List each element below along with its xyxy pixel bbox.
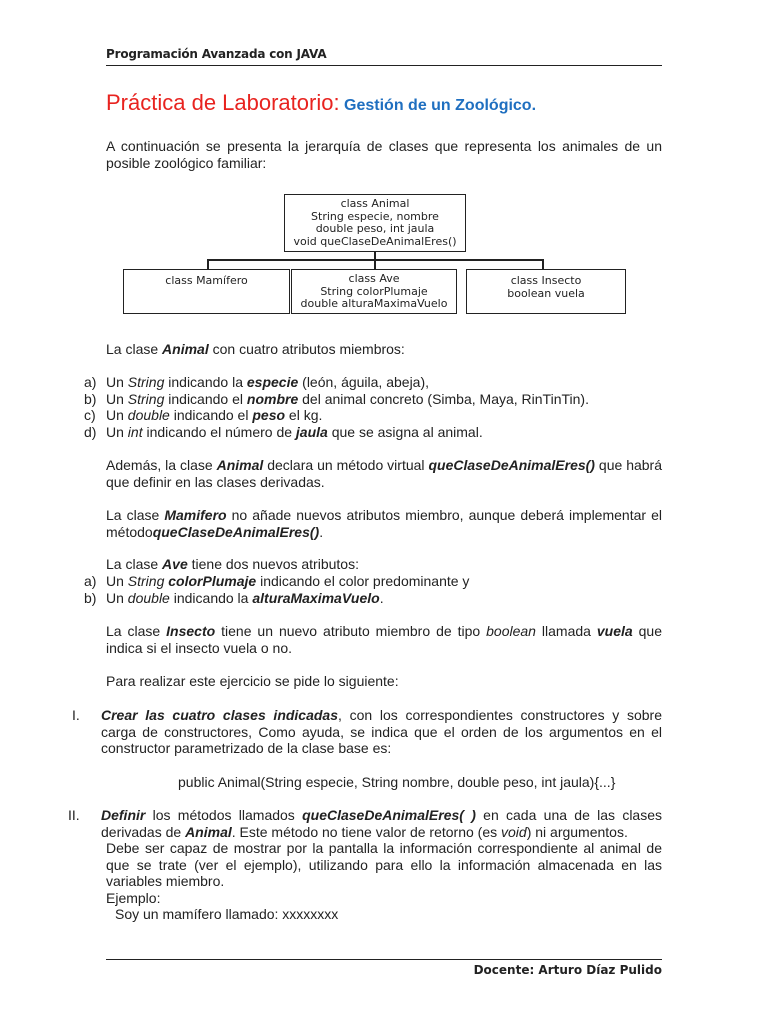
- list-item: [84, 374, 429, 391]
- class-mamifero-box: [123, 269, 290, 314]
- keyword: Ave: [162, 556, 188, 572]
- method-name: queClaseDeAnimalEres(): [428, 457, 595, 473]
- text: declara un método virtual: [263, 457, 429, 473]
- example-label: Ejemplo:: [106, 889, 161, 906]
- text: Un: [106, 423, 128, 440]
- keyword: Mamifero: [164, 507, 227, 523]
- text: tiene dos nuevos atributos:: [187, 556, 359, 572]
- list-marker: b): [84, 589, 97, 606]
- intro-paragraph: A continuación se presenta la jerarquía de clases que representa los animales de un posible zoológico familiar:: [106, 138, 662, 171]
- footer-author: Docente: Arturo Díaz Pulido: [473, 963, 662, 977]
- class-animal-method: void queClaseDeAnimalEres(): [293, 234, 457, 248]
- class-animal-attr: double peso, int jaula: [315, 222, 435, 235]
- type-name: void: [501, 823, 527, 840]
- text: indicando el color predominante y: [256, 573, 470, 589]
- list-marker: a): [84, 573, 97, 589]
- text: ) ni argumentos.: [526, 823, 628, 840]
- text: La clase: [106, 556, 163, 572]
- task2-numeral: II.: [68, 807, 80, 823]
- class-animal-box: [284, 194, 466, 252]
- text: La clase: [106, 623, 167, 639]
- keyword: Crear las cuatro clases indicadas: [101, 707, 339, 723]
- task-intro: Para realizar este ejercicio se pide lo siguiente:: [106, 673, 399, 689]
- text: Un: [106, 407, 128, 423]
- footer-rule: [106, 959, 662, 960]
- list-marker: d): [84, 423, 97, 440]
- insecto-paragraph: [106, 623, 662, 656]
- text: no añade nuevos atributos miembro, aunque deberá implementar el método: [106, 507, 662, 540]
- text: indicando el número de: [142, 423, 296, 440]
- text: Un: [106, 374, 128, 390]
- list-marker: b): [84, 390, 97, 407]
- title-sub: Gestión de un Zoológico.: [344, 97, 537, 114]
- type-name: int: [127, 423, 143, 440]
- text: en cada una de las clases derivadas de: [101, 807, 663, 840]
- class-insecto-box: [466, 269, 626, 314]
- type-name: String: [127, 390, 165, 407]
- method-name: queClaseDeAnimalEres(): [152, 523, 320, 540]
- class-mamifero-name: class Mamífero: [165, 274, 248, 287]
- keyword: nombre: [246, 390, 299, 407]
- example-output: Soy un mamífero llamado: xxxxxxxx: [115, 906, 339, 922]
- type-name: double: [127, 589, 170, 606]
- class-ave-box: [291, 269, 457, 314]
- text: Un: [106, 390, 128, 407]
- task1-numeral: I.: [72, 707, 80, 723]
- list-item: [84, 407, 322, 424]
- list-marker: c): [84, 407, 96, 423]
- text: La clase: [106, 341, 163, 357]
- keyword: Insecto: [166, 623, 216, 639]
- text: Además, la clase: [106, 457, 217, 473]
- text: con cuatro atributos miembros:: [208, 341, 405, 357]
- list-marker: a): [84, 374, 97, 390]
- text: que se asigna al animal.: [327, 423, 483, 440]
- method-name: queClaseDeAnimalEres( ): [302, 807, 476, 823]
- keyword: colorPlumaje: [168, 573, 257, 589]
- text: Un: [106, 589, 128, 606]
- list-item: [84, 391, 589, 408]
- text: indicando el: [169, 407, 253, 423]
- mamifero-paragraph: [106, 507, 662, 540]
- type-name: String: [127, 573, 165, 589]
- keyword: peso: [252, 407, 286, 423]
- type-name: String: [127, 374, 165, 390]
- text: del animal concreto (Simba, Maya, RinTinTin).: [298, 390, 589, 407]
- animal-intro: [106, 341, 405, 358]
- text: indicando el: [164, 390, 247, 407]
- ave-intro: [106, 556, 359, 573]
- list-item: [84, 590, 384, 607]
- text: Un: [106, 573, 128, 589]
- text: La clase: [106, 507, 165, 523]
- type-name: double: [127, 407, 170, 423]
- text: llamada: [535, 623, 597, 639]
- text: que habrá que definir en las clases derivadas.: [106, 457, 663, 490]
- keyword: Definir: [101, 807, 146, 823]
- header-rule: [106, 65, 662, 66]
- type-name: boolean: [486, 623, 536, 639]
- class-ave-name: class Ave: [348, 272, 400, 285]
- class-animal-attr: String especie, nombre: [311, 209, 439, 223]
- class-insecto-name: class Insecto: [510, 274, 582, 287]
- page-title: [106, 90, 536, 116]
- text: tiene un nuevo atributo miembro de tipo: [215, 623, 487, 639]
- list-item: [84, 424, 483, 441]
- text: . Este método no tiene valor de retorno (es: [231, 823, 502, 840]
- header-title: Programación Avanzada con JAVA: [106, 47, 327, 61]
- text: indicando la: [169, 589, 253, 606]
- keyword: alturaMaximaVuelo: [252, 589, 380, 606]
- class-ave-attr: double alturaMaximaVuelo: [300, 297, 448, 310]
- text: .: [319, 523, 324, 540]
- text: indicando la: [164, 374, 247, 390]
- task2-paragraph: [101, 807, 662, 840]
- text: .: [379, 589, 384, 606]
- list-item: [84, 573, 469, 590]
- keyword: Animal: [162, 341, 209, 357]
- keyword: jaula: [295, 423, 328, 440]
- keyword: Animal: [185, 823, 232, 840]
- title-main: Práctica de Laboratorio:: [106, 90, 340, 115]
- keyword: especie: [246, 374, 299, 390]
- task2-description: Debe ser capaz de mostrar por la pantalla la información correspondiente al animal de que se trate (ver el ejemplo), utilizando para ello la información almacenada en las variables miembro.: [106, 840, 662, 889]
- class-animal-name: class Animal: [340, 197, 410, 210]
- class-insecto-attr: boolean vuela: [507, 286, 585, 300]
- class-ave-attr: String colorPlumaje: [320, 284, 428, 298]
- text: , con los correspondientes constructores y sobre carga de constructores, Como ayuda, se indica que el orden de los argumentos en el constructor parametrizado de la clase base es:: [101, 707, 662, 756]
- keyword: Animal: [216, 457, 264, 473]
- text: el kg.: [285, 407, 323, 423]
- text: que indica si el insecto vuela o no.: [106, 623, 662, 656]
- text: (león, águila, abeja),: [298, 374, 430, 390]
- text: los métodos llamados: [145, 807, 303, 823]
- task1-paragraph: [101, 707, 662, 757]
- method-paragraph: [106, 457, 662, 490]
- keyword: vuela: [596, 623, 633, 639]
- constructor-code: public Animal(String especie, String nombre, double peso, int jaula){...}: [178, 774, 616, 790]
